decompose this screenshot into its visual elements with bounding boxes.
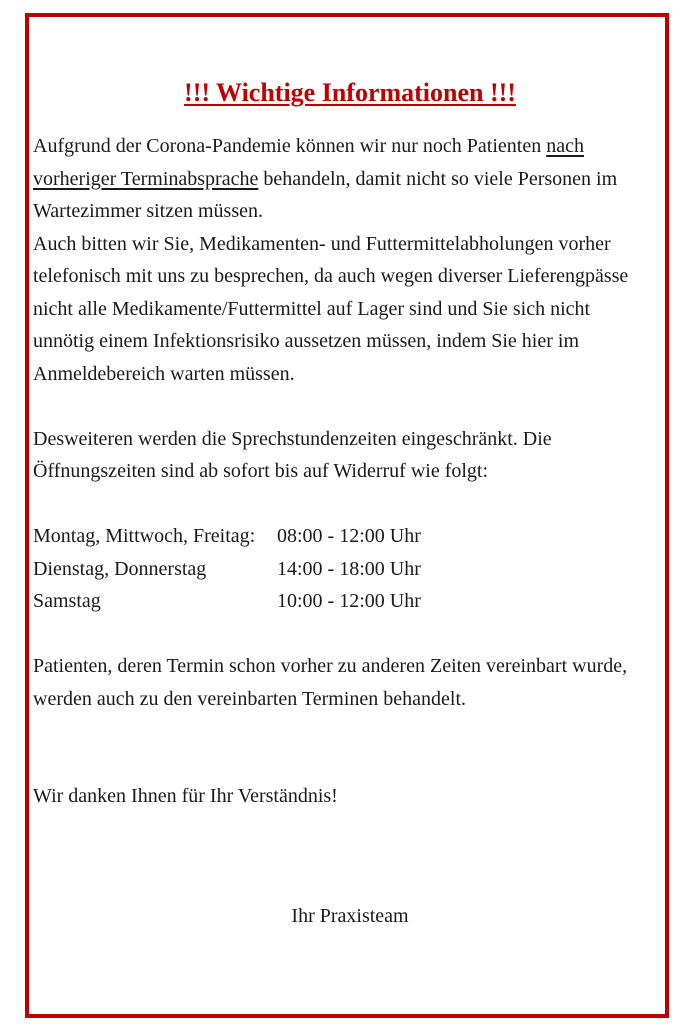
opening-hours-table: [33, 520, 643, 618]
notice-title: !!! Wichtige Informationen !!!: [184, 78, 516, 107]
paragraph-medication: Auch bitten wir Sie, Medikamenten- und Futtermittelabholungen vorher telefonisch mit uns zu besprechen, da auch wegen diverser Lieferengpässe nicht alle Medikamente/Futtermittel auf Lager sind und Sie sich nicht unnötig einem Infektionsrisiko aussetzen müssen, indem Sie hier im Anmeldebereich warten müssen.: [33, 232, 629, 385]
spacer: [33, 390, 643, 423]
notice-body: [33, 130, 643, 813]
paragraph-existing-appointments: Patienten, deren Termin schon vorher zu anderen Zeiten vereinbart wurde, werden auch zu den vereinbarten Terminen behandelt.: [33, 655, 628, 710]
hours-time: 10:00 - 12:00 Uhr: [277, 590, 421, 612]
paragraph-opening-hours-intro: Desweiteren werden die Sprechstundenzeiten eingeschränkt. Die Öffnungszeiten sind ab sofort bis auf Widerruf wie folgt:: [33, 427, 552, 482]
hours-days: Samstag: [33, 590, 101, 612]
hours-row: [33, 585, 643, 618]
hours-time: 08:00 - 12:00 Uhr: [277, 525, 421, 547]
thanks-line: Wir danken Ihnen für Ihr Verständnis!: [33, 785, 338, 807]
hours-days: Montag, Mittwoch, Freitag:: [33, 525, 256, 547]
hours-days: Dienstag, Donnerstag: [33, 557, 207, 580]
signature: Ihr Praxisteam: [291, 905, 409, 927]
hours-time: 14:00 - 18:00 Uhr: [277, 557, 421, 580]
hours-row: [33, 553, 643, 586]
paragraph-appointments: [33, 130, 643, 228]
appointment-emphasis: nach vorheriger Terminabsprache: [33, 135, 584, 190]
spacer: [33, 618, 643, 651]
spacer: [33, 715, 643, 780]
hours-row: [33, 520, 643, 553]
spacer: [33, 488, 643, 521]
paragraph-appointments-start: Aufgrund der Corona-Pandemie können wir nur noch Patienten: [33, 135, 547, 157]
paragraph-appointments-end: behandeln, damit nicht so viele Personen im Wartezimmer sitzen müssen.: [33, 167, 618, 222]
